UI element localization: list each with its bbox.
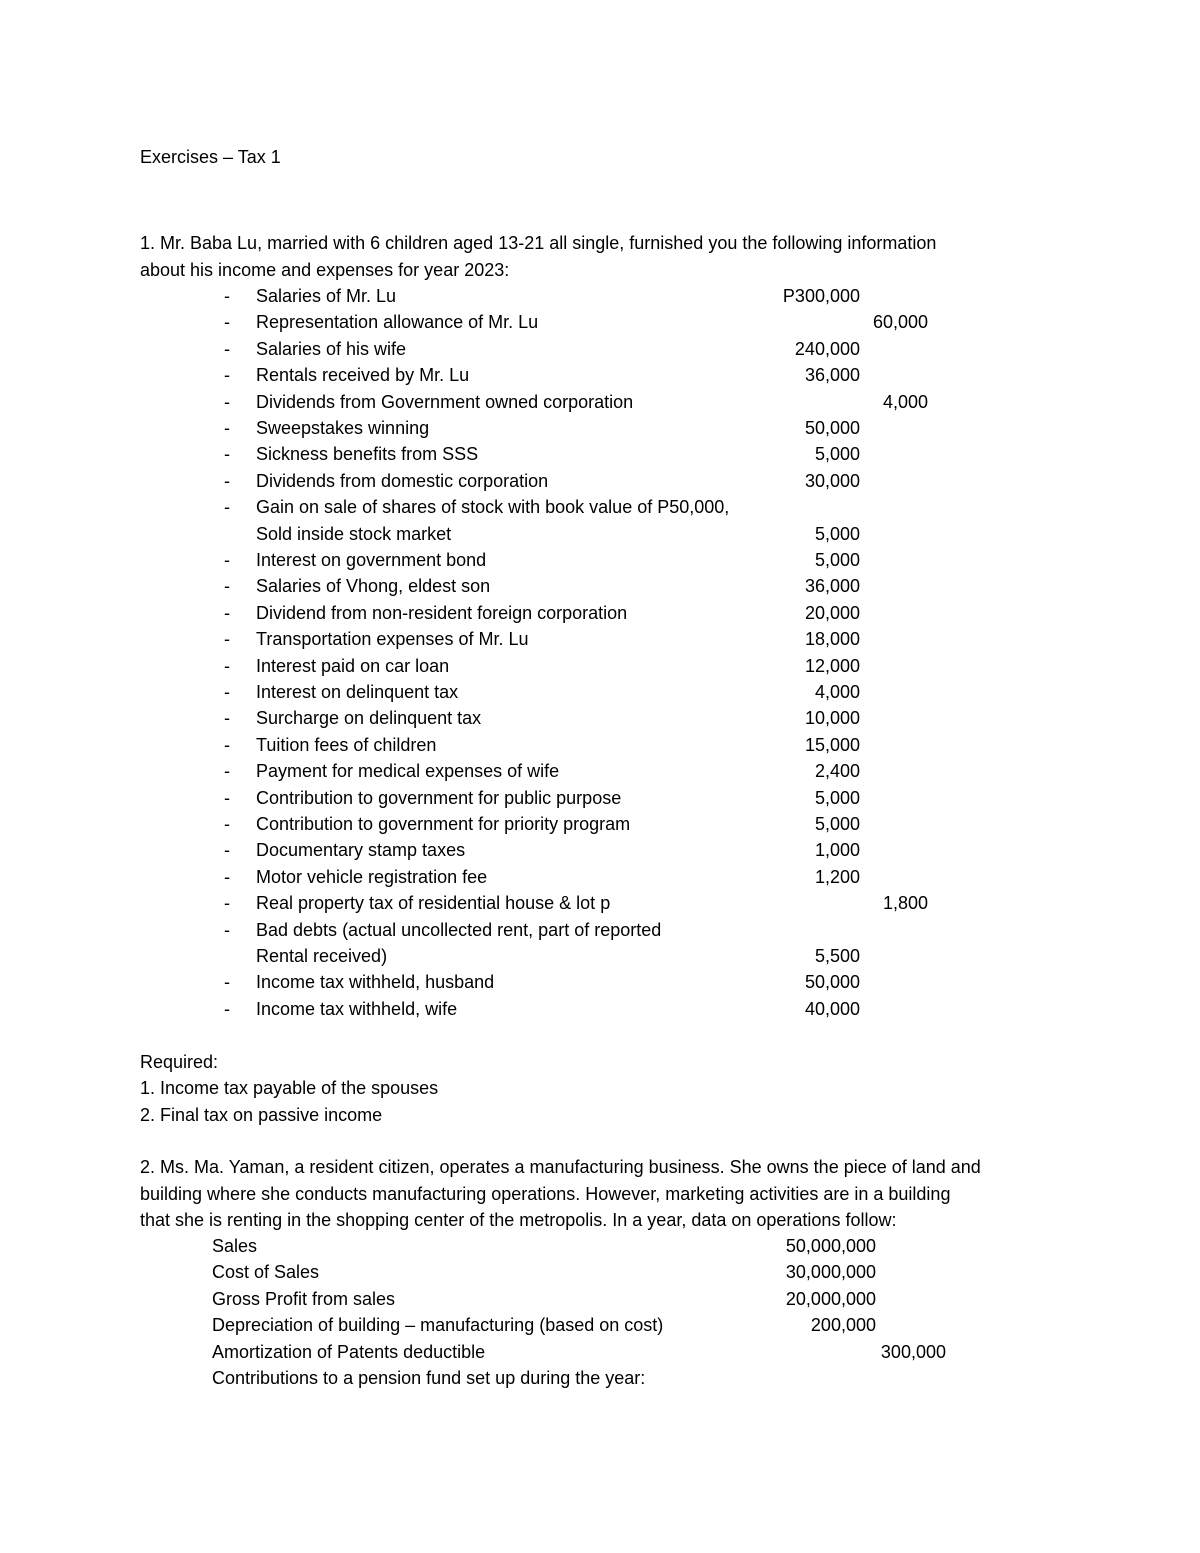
item-amount: 10,000	[804, 708, 860, 729]
item-bullet: -	[224, 734, 230, 755]
item-bullet: -	[224, 497, 230, 518]
item-bullet: -	[224, 629, 230, 650]
item-bullet: -	[224, 655, 230, 676]
item-label: Salaries of his wife	[256, 338, 407, 359]
item-label-continued: Sold inside stock market	[256, 523, 452, 544]
item-label: Documentary stamp taxes	[256, 840, 466, 861]
operations-item-amount: 30,000,000	[785, 1262, 876, 1283]
item-amount: 20,000	[804, 602, 860, 623]
required-item-2: 2. Final tax on passive income	[140, 1105, 383, 1125]
item-label: Sickness benefits from SSS	[256, 444, 479, 465]
item-label: Interest paid on car loan	[256, 655, 450, 676]
item-label: Surcharge on delinquent tax	[256, 708, 482, 729]
item-label: Dividends from Government owned corporation	[256, 391, 634, 412]
operations-item-amount: 300,000	[880, 1341, 946, 1362]
item-amount: 36,000	[804, 576, 860, 597]
item-label: Motor vehicle registration fee	[256, 866, 488, 887]
item-amount: 4,000	[882, 391, 928, 412]
item-label: Salaries of Mr. Lu	[256, 286, 397, 306]
item-bullet: -	[224, 972, 230, 993]
item-bullet: -	[224, 814, 230, 834]
item-amount: 2,400	[814, 761, 860, 782]
item-label: Dividend from non-resident foreign corporation	[256, 602, 628, 623]
item-amount: 60,000	[872, 312, 928, 333]
item-bullet: -	[224, 602, 230, 623]
item-bullet: -	[224, 550, 230, 570]
item-bullet: -	[224, 866, 230, 887]
item-label: Income tax withheld, husband	[256, 972, 495, 993]
item-amount: 5,000	[814, 523, 860, 544]
operations-item-label: Gross Profit from sales	[212, 1288, 396, 1309]
item-bullet: -	[224, 470, 230, 491]
item-amount: 5,500	[814, 946, 860, 966]
item-amount: 1,800	[882, 893, 928, 914]
item-amount: 4,000	[814, 682, 860, 702]
item-amount: 5,000	[814, 814, 860, 834]
item-bullet: -	[224, 418, 230, 438]
item-bullet: -	[224, 338, 230, 359]
item-amount: 40,000	[804, 998, 860, 1019]
document-title: Exercises – Tax 1	[140, 147, 281, 167]
item-label: Contribution to government for public purpose	[256, 787, 622, 808]
item-bullet: -	[224, 919, 230, 940]
item-amount: 12,000	[804, 655, 860, 676]
problem-2-intro-line-2: building where she conducts manufacturing operations. However, marketing activities are in a building	[140, 1184, 951, 1204]
item-label: Gain on sale of shares of stock with book value of P50,000,	[256, 497, 730, 518]
item-bullet: -	[224, 998, 230, 1019]
item-label: Dividends from domestic corporation	[256, 470, 549, 491]
item-label: Contribution to government for priority program	[256, 814, 631, 834]
operations-item-amount: 20,000,000	[785, 1288, 876, 1309]
operations-item-label: Cost of Sales	[212, 1262, 320, 1283]
item-label: Tuition fees of children	[256, 734, 437, 755]
item-label: Salaries of Vhong, eldest son	[256, 576, 491, 597]
item-bullet: -	[224, 576, 230, 597]
item-amount: P300,000	[782, 286, 860, 306]
item-bullet: -	[224, 893, 230, 914]
item-bullet: -	[224, 682, 230, 702]
item-amount: 50,000	[804, 418, 860, 438]
item-label: Income tax withheld, wife	[256, 998, 458, 1019]
operations-item-label: Contributions to a pension fund set up during the year:	[212, 1368, 646, 1388]
problem-2-intro-line-1: 2. Ms. Ma. Yaman, a resident citizen, operates a manufacturing business. She owns the piece of land and	[140, 1157, 981, 1177]
item-amount: 1,000	[814, 840, 860, 861]
operations-item-amount: 200,000	[810, 1315, 876, 1336]
item-amount: 50,000	[804, 972, 860, 993]
operations-item-amount: 50,000,000	[785, 1236, 876, 1256]
item-amount: 240,000	[794, 338, 860, 359]
item-label: Interest on delinquent tax	[256, 682, 459, 702]
operations-item-label: Amortization of Patents deductible	[212, 1341, 486, 1362]
item-bullet: -	[224, 708, 230, 729]
problem-2-intro-line-3: that she is renting in the shopping center of the metropolis. In a year, data on operations follow:	[140, 1210, 897, 1230]
required-item-1: 1. Income tax payable of the spouses	[140, 1078, 439, 1098]
item-amount: 1,200	[814, 866, 860, 887]
item-label: Rentals received by Mr. Lu	[256, 365, 470, 386]
item-amount: 5,000	[814, 444, 860, 465]
item-amount: 30,000	[804, 470, 860, 491]
item-label-continued: Rental received)	[256, 946, 388, 966]
item-bullet: -	[224, 286, 230, 306]
item-bullet: -	[224, 391, 230, 412]
item-label: Sweepstakes winning	[256, 418, 430, 438]
item-bullet: -	[224, 444, 230, 465]
required-heading: Required:	[140, 1052, 219, 1072]
item-label: Payment for medical expenses of wife	[256, 761, 560, 782]
operations-item-label: Sales	[212, 1236, 258, 1256]
item-label: Representation allowance of Mr. Lu	[256, 312, 539, 333]
item-label: Real property tax of residential house & lot p	[256, 893, 611, 914]
item-bullet: -	[224, 365, 230, 386]
item-bullet: -	[224, 312, 230, 333]
item-label: Bad debts (actual uncollected rent, part of reported	[256, 919, 662, 940]
item-bullet: -	[224, 761, 230, 782]
item-amount: 5,000	[814, 550, 860, 570]
item-amount: 36,000	[804, 365, 860, 386]
item-bullet: -	[224, 840, 230, 861]
item-label: Transportation expenses of Mr. Lu	[256, 629, 529, 650]
item-amount: 15,000	[804, 734, 860, 755]
item-amount: 18,000	[804, 629, 860, 650]
problem-1-intro-line-2: about his income and expenses for year 2023:	[140, 260, 510, 280]
item-bullet: -	[224, 787, 230, 808]
item-amount: 5,000	[814, 787, 860, 808]
operations-item-label: Depreciation of building – manufacturing (based on cost)	[212, 1315, 664, 1336]
problem-1-intro-line-1: 1. Mr. Baba Lu, married with 6 children aged 13-21 all single, furnished you the following information	[140, 233, 937, 253]
item-label: Interest on government bond	[256, 550, 487, 570]
